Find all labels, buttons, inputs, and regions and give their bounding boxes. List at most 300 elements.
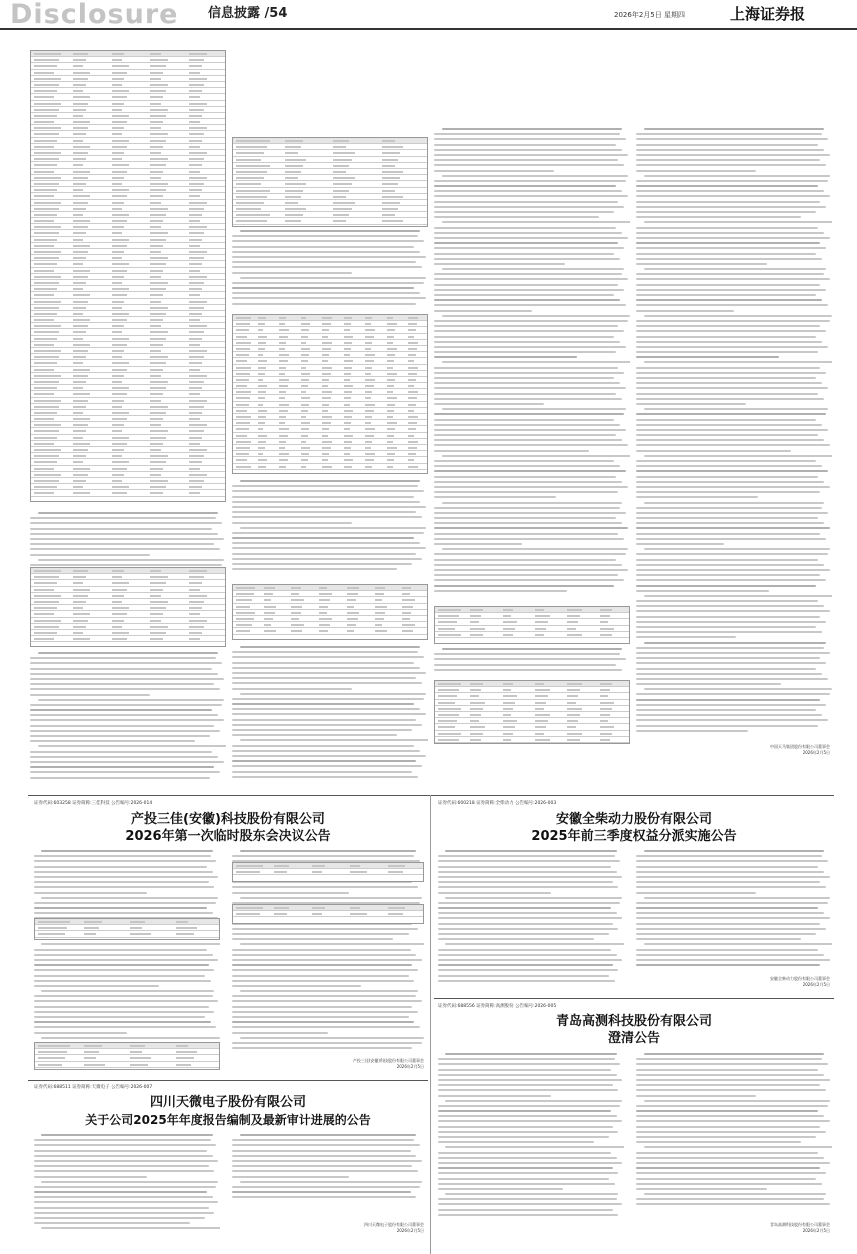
table-cell bbox=[322, 329, 329, 331]
text-line bbox=[240, 693, 426, 695]
text-line bbox=[644, 361, 832, 363]
table-cell bbox=[34, 474, 61, 476]
table-cell bbox=[322, 410, 328, 412]
table-cell bbox=[567, 609, 582, 611]
text-line bbox=[30, 657, 216, 659]
table-cell bbox=[189, 239, 202, 241]
table-cell bbox=[150, 430, 167, 432]
table-cell bbox=[408, 360, 414, 362]
table-cell bbox=[285, 165, 304, 167]
table-cell bbox=[84, 921, 102, 923]
table-cell bbox=[150, 152, 160, 154]
table-cell bbox=[112, 294, 127, 296]
table-cell bbox=[382, 171, 404, 173]
table-cell bbox=[34, 570, 61, 572]
table-cell bbox=[258, 404, 264, 406]
table-cell bbox=[189, 319, 199, 321]
table-cell bbox=[388, 907, 405, 909]
table-cell bbox=[189, 226, 206, 228]
text-line bbox=[34, 866, 207, 868]
table-cell bbox=[344, 317, 352, 319]
text-line bbox=[438, 860, 620, 862]
text-line bbox=[232, 501, 420, 503]
table-cell bbox=[150, 78, 160, 80]
table-cell bbox=[236, 214, 270, 216]
text-line bbox=[442, 361, 630, 363]
sanjia-signoff-date: 2026年2月5日 bbox=[396, 1064, 424, 1069]
sanjia-vote-table-1 bbox=[34, 918, 220, 940]
table-cell bbox=[236, 441, 251, 443]
text-line bbox=[434, 185, 616, 187]
table-cell bbox=[34, 437, 57, 439]
text-line bbox=[240, 277, 426, 279]
table-cell bbox=[34, 127, 61, 129]
table-cell bbox=[236, 599, 252, 601]
text-line bbox=[434, 465, 620, 467]
table-cell bbox=[34, 78, 61, 80]
text-line bbox=[636, 263, 767, 265]
table-cell bbox=[322, 441, 332, 443]
text-line bbox=[434, 232, 622, 234]
text-line bbox=[30, 517, 216, 519]
table-cell bbox=[150, 84, 167, 86]
table-cell bbox=[112, 424, 125, 426]
table-cell bbox=[236, 220, 267, 222]
table-cell bbox=[408, 447, 416, 449]
text-line bbox=[636, 1167, 820, 1169]
table-cell bbox=[279, 453, 289, 455]
table-cell bbox=[34, 582, 57, 584]
table-cell bbox=[112, 214, 129, 216]
text-line bbox=[41, 897, 218, 899]
table-cell bbox=[365, 441, 372, 443]
text-line bbox=[232, 855, 414, 857]
table-cell bbox=[150, 239, 165, 241]
tianwei-signoff bbox=[300, 1222, 424, 1234]
text-line bbox=[636, 377, 816, 379]
text-line bbox=[232, 1016, 409, 1018]
table-cell bbox=[150, 177, 160, 179]
text-line bbox=[34, 1212, 214, 1214]
text-line bbox=[434, 325, 618, 327]
table-cell bbox=[567, 708, 582, 710]
table-cell bbox=[150, 313, 165, 315]
table-cell bbox=[387, 354, 395, 356]
table-cell bbox=[344, 459, 354, 461]
table-cell bbox=[34, 455, 59, 457]
text-line bbox=[38, 745, 226, 747]
table-cell bbox=[322, 459, 328, 461]
table-cell bbox=[112, 133, 122, 135]
table-cell bbox=[189, 146, 199, 148]
table-cell bbox=[438, 733, 461, 735]
table-cell bbox=[503, 615, 512, 617]
table-cell bbox=[258, 435, 268, 437]
text-line bbox=[636, 1095, 756, 1097]
text-line bbox=[232, 240, 424, 242]
text-line bbox=[644, 595, 832, 597]
text-line bbox=[636, 211, 816, 213]
text-line bbox=[636, 590, 769, 592]
top-col1-text-bottom bbox=[30, 652, 226, 782]
text-line bbox=[636, 1152, 818, 1154]
table-cell bbox=[73, 449, 88, 451]
table-cell bbox=[365, 410, 373, 412]
table-cell bbox=[408, 348, 416, 350]
text-line bbox=[636, 876, 830, 878]
text-line bbox=[240, 527, 426, 529]
table-cell bbox=[301, 342, 307, 344]
text-line bbox=[34, 995, 213, 997]
table-cell bbox=[112, 344, 127, 346]
table-cell bbox=[34, 443, 54, 445]
text-line bbox=[442, 502, 622, 504]
table-cell bbox=[112, 492, 127, 494]
table-cell bbox=[285, 202, 298, 204]
financial-table-7 bbox=[434, 680, 630, 744]
text-line bbox=[232, 985, 361, 987]
table-cell bbox=[408, 410, 414, 412]
text-line bbox=[34, 881, 209, 883]
table-cell bbox=[112, 171, 127, 173]
text-line bbox=[232, 656, 424, 658]
text-line bbox=[232, 1139, 414, 1141]
table-cell bbox=[408, 336, 414, 338]
table-cell bbox=[365, 329, 375, 331]
table-cell bbox=[112, 437, 129, 439]
table-cell bbox=[402, 606, 413, 608]
table-cell bbox=[322, 317, 332, 319]
text-line bbox=[636, 491, 820, 493]
table-cell bbox=[73, 226, 88, 228]
text-line bbox=[636, 1089, 826, 1091]
table-cell bbox=[333, 159, 352, 161]
text-line bbox=[636, 949, 818, 951]
top-col4-text bbox=[636, 128, 832, 738]
table-cell bbox=[347, 618, 358, 620]
table-cell bbox=[34, 369, 54, 371]
text-line bbox=[434, 419, 614, 421]
text-line bbox=[445, 897, 622, 899]
table-cell bbox=[150, 158, 167, 160]
table-cell bbox=[291, 624, 303, 626]
table-cell bbox=[189, 115, 202, 117]
table-cell bbox=[34, 282, 59, 284]
table-cell bbox=[402, 630, 413, 632]
text-line bbox=[636, 1203, 830, 1205]
table-cell bbox=[301, 466, 307, 468]
table-cell bbox=[150, 195, 163, 197]
text-line bbox=[434, 439, 622, 441]
table-cell bbox=[312, 913, 322, 915]
text-line bbox=[636, 631, 822, 633]
table-cell bbox=[73, 72, 90, 74]
table-cell bbox=[365, 435, 373, 437]
table-cell bbox=[279, 342, 286, 344]
table-cell bbox=[73, 65, 83, 67]
table-cell bbox=[189, 127, 206, 129]
table-cell bbox=[535, 621, 548, 623]
table-cell bbox=[382, 146, 404, 148]
text-line bbox=[636, 304, 828, 306]
text-line bbox=[636, 616, 820, 618]
table-cell bbox=[264, 624, 271, 626]
table-row bbox=[233, 464, 427, 470]
sanjia-signoff bbox=[300, 1058, 424, 1070]
table-cell bbox=[189, 356, 204, 358]
table-cell bbox=[189, 362, 202, 364]
table-cell bbox=[150, 393, 163, 395]
table-cell bbox=[365, 336, 373, 338]
text-line bbox=[434, 579, 624, 581]
table-cell bbox=[112, 449, 125, 451]
text-line bbox=[434, 481, 622, 483]
table-cell bbox=[150, 461, 165, 463]
text-line bbox=[636, 346, 828, 348]
table-cell bbox=[189, 387, 202, 389]
table-cell bbox=[388, 913, 403, 915]
text-line bbox=[232, 1026, 420, 1028]
table-cell bbox=[236, 453, 249, 455]
table-cell bbox=[112, 140, 129, 142]
text-line bbox=[636, 512, 828, 514]
table-cell bbox=[365, 354, 375, 356]
table-cell bbox=[344, 410, 354, 412]
text-line bbox=[438, 907, 611, 909]
text-line bbox=[34, 860, 216, 862]
text-line bbox=[438, 964, 613, 966]
table-cell bbox=[291, 606, 302, 608]
table-cell bbox=[73, 331, 86, 333]
table-cell bbox=[344, 373, 351, 375]
table-cell bbox=[150, 613, 163, 615]
table-cell bbox=[258, 373, 265, 375]
table-cell bbox=[112, 418, 127, 420]
table-cell bbox=[150, 90, 165, 92]
text-line bbox=[434, 382, 620, 384]
text-line bbox=[434, 429, 626, 431]
table-cell bbox=[347, 624, 356, 626]
table-cell bbox=[535, 714, 550, 716]
table-cell bbox=[112, 232, 122, 234]
table-cell bbox=[112, 245, 127, 247]
tianwei-title-1: 四川天微电子股份有限公司 bbox=[149, 1095, 306, 1110]
text-line bbox=[232, 485, 418, 487]
table-cell bbox=[189, 576, 204, 578]
text-line bbox=[636, 138, 828, 140]
text-line bbox=[38, 512, 218, 514]
table-cell bbox=[236, 354, 249, 356]
table-cell bbox=[382, 220, 404, 222]
table-cell bbox=[189, 276, 206, 278]
table-cell bbox=[112, 183, 122, 185]
table-cell bbox=[322, 373, 330, 375]
table-cell bbox=[189, 158, 204, 160]
table-cell bbox=[333, 190, 349, 192]
table-cell bbox=[236, 587, 255, 589]
text-line bbox=[445, 1100, 622, 1102]
table-cell bbox=[73, 362, 83, 364]
text-line bbox=[434, 564, 622, 566]
table-cell bbox=[470, 726, 485, 728]
table-cell bbox=[150, 301, 160, 303]
table-row bbox=[233, 911, 423, 917]
text-line bbox=[34, 876, 218, 878]
table-cell bbox=[189, 152, 206, 154]
text-line bbox=[636, 1188, 767, 1190]
text-line bbox=[232, 677, 416, 679]
text-line bbox=[438, 876, 622, 878]
table-cell bbox=[236, 466, 251, 468]
table-cell bbox=[112, 301, 125, 303]
table-cell bbox=[236, 391, 251, 393]
text-line bbox=[34, 1160, 218, 1162]
table-cell bbox=[112, 455, 122, 457]
table-cell bbox=[34, 263, 57, 265]
text-line bbox=[232, 688, 352, 690]
table-cell bbox=[291, 593, 298, 595]
table-cell bbox=[322, 336, 328, 338]
text-line bbox=[232, 1047, 412, 1049]
text-line bbox=[636, 258, 822, 260]
table-cell bbox=[301, 379, 309, 381]
table-cell bbox=[38, 1057, 65, 1059]
table-cell bbox=[112, 307, 122, 309]
text-line bbox=[434, 476, 616, 478]
table-cell bbox=[34, 109, 59, 111]
table-cell bbox=[236, 428, 249, 430]
table-cell bbox=[333, 220, 346, 222]
text-line bbox=[30, 564, 222, 566]
text-line bbox=[34, 892, 147, 894]
table-cell bbox=[176, 1051, 197, 1053]
table-cell bbox=[264, 618, 273, 620]
table-cell bbox=[73, 412, 83, 414]
text-line bbox=[636, 600, 818, 602]
table-cell bbox=[236, 183, 261, 185]
table-cell bbox=[344, 348, 351, 350]
table-cell bbox=[130, 1051, 142, 1053]
table-cell bbox=[34, 251, 61, 253]
text-line bbox=[30, 761, 224, 763]
table-cell bbox=[387, 367, 393, 369]
text-line bbox=[434, 491, 618, 493]
table-cell bbox=[382, 214, 395, 216]
table-cell bbox=[73, 430, 86, 432]
text-line bbox=[232, 724, 422, 726]
text-line bbox=[445, 1053, 616, 1055]
table-cell bbox=[344, 379, 350, 381]
text-line bbox=[34, 1139, 211, 1141]
text-line bbox=[434, 403, 544, 405]
table-cell bbox=[73, 406, 86, 408]
text-line bbox=[636, 1063, 828, 1065]
table-cell bbox=[150, 331, 167, 333]
table-cell bbox=[73, 589, 90, 591]
table-cell bbox=[291, 618, 298, 620]
table-cell bbox=[285, 146, 301, 148]
text-line bbox=[636, 709, 816, 711]
text-line bbox=[438, 1141, 594, 1143]
text-line bbox=[30, 766, 214, 768]
table-cell bbox=[189, 589, 199, 591]
text-line bbox=[636, 450, 791, 452]
table-cell bbox=[347, 587, 359, 589]
table-cell bbox=[600, 695, 609, 697]
table-cell bbox=[258, 453, 264, 455]
text-line bbox=[41, 943, 220, 945]
text-line bbox=[434, 227, 616, 229]
table-cell bbox=[34, 202, 61, 204]
table-cell bbox=[236, 140, 270, 142]
table-cell bbox=[73, 208, 86, 210]
table-cell bbox=[189, 313, 202, 315]
table-cell bbox=[34, 226, 61, 228]
table-cell bbox=[236, 422, 250, 424]
table-cell bbox=[236, 360, 247, 362]
table-cell bbox=[470, 739, 481, 741]
table-cell bbox=[34, 53, 61, 55]
table-cell bbox=[73, 474, 88, 476]
table-cell bbox=[34, 638, 54, 640]
text-line bbox=[232, 938, 393, 940]
text-line bbox=[34, 907, 207, 909]
table-cell bbox=[387, 453, 395, 455]
text-line bbox=[636, 912, 824, 914]
table-cell bbox=[567, 739, 580, 741]
table-cell bbox=[236, 416, 251, 418]
table-cell bbox=[34, 626, 59, 628]
table-cell bbox=[408, 459, 414, 461]
table-row bbox=[233, 628, 427, 634]
table-cell bbox=[291, 612, 300, 614]
text-line bbox=[644, 1053, 824, 1055]
table-cell bbox=[285, 159, 307, 161]
table-cell bbox=[600, 733, 613, 735]
table-cell bbox=[319, 630, 328, 632]
disclosure-logo-word: Disclosure bbox=[10, 0, 179, 30]
text-line bbox=[636, 533, 820, 535]
table-cell bbox=[291, 587, 300, 589]
text-line bbox=[438, 1120, 622, 1122]
text-line bbox=[636, 273, 824, 275]
text-line bbox=[644, 455, 832, 457]
table-cell bbox=[301, 373, 311, 375]
table-cell bbox=[382, 183, 398, 185]
table-cell bbox=[279, 416, 286, 418]
table-cell bbox=[150, 294, 163, 296]
table-cell bbox=[382, 165, 395, 167]
table-cell bbox=[189, 245, 199, 247]
text-line bbox=[30, 704, 222, 706]
table-cell bbox=[535, 609, 544, 611]
text-line bbox=[438, 969, 618, 971]
table-cell bbox=[567, 628, 576, 630]
table-cell bbox=[73, 152, 88, 154]
text-line bbox=[240, 1134, 417, 1136]
table-cell bbox=[236, 152, 264, 154]
table-cell bbox=[285, 214, 304, 216]
table-cell bbox=[333, 146, 346, 148]
text-line bbox=[434, 294, 614, 296]
table-cell bbox=[189, 570, 206, 572]
table-cell bbox=[150, 412, 165, 414]
table-cell bbox=[301, 447, 311, 449]
text-line bbox=[434, 278, 628, 280]
table-cell bbox=[365, 348, 371, 350]
table-cell bbox=[73, 202, 88, 204]
table-cell bbox=[34, 59, 59, 61]
